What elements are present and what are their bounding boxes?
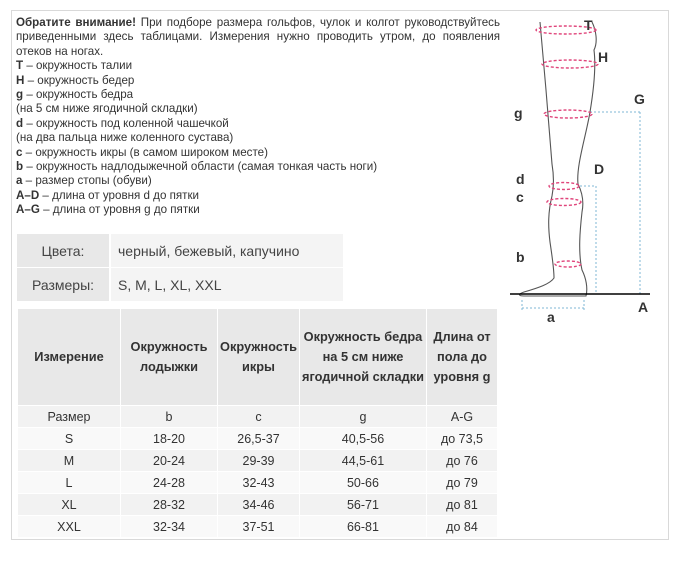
note-line-ad bbox=[16, 189, 500, 203]
cell: 40,5-56 bbox=[299, 428, 426, 450]
note-key: g bbox=[16, 88, 24, 102]
cell: 44,5-61 bbox=[299, 450, 426, 472]
cell: 50-66 bbox=[299, 472, 426, 494]
guide-lines bbox=[522, 112, 640, 312]
loop-hips bbox=[542, 60, 598, 68]
colors-value: черный, бежевый, капучино bbox=[109, 234, 343, 268]
sizes-row bbox=[17, 268, 343, 302]
table-row bbox=[18, 516, 498, 538]
cell: до 76 bbox=[426, 450, 497, 472]
intro-paragraph bbox=[16, 16, 500, 59]
label-H: H bbox=[598, 49, 609, 65]
cell: S bbox=[18, 428, 121, 450]
note-line-knee-detail bbox=[16, 131, 500, 145]
cell: 66-81 bbox=[299, 516, 426, 538]
note-line-thigh bbox=[16, 88, 500, 102]
note-text: – окружность икры (в самом широком месте) bbox=[22, 145, 268, 159]
cell: 26,5-37 bbox=[218, 428, 300, 450]
label-T: T bbox=[584, 17, 593, 33]
note-key: A–D bbox=[16, 188, 40, 202]
cell: 24-28 bbox=[121, 472, 218, 494]
note-line-ag bbox=[16, 203, 500, 217]
table-row bbox=[18, 494, 498, 516]
note-text: – окружность под коленной чашечкой bbox=[23, 116, 229, 130]
note-line-knee bbox=[16, 117, 500, 131]
table-row bbox=[18, 472, 498, 494]
header-length: Длина от пола до уровня g bbox=[426, 309, 497, 406]
cell: A-G bbox=[426, 406, 497, 428]
cell: до 84 bbox=[426, 516, 497, 538]
note-key: c bbox=[16, 145, 23, 159]
cell: 28-32 bbox=[121, 494, 218, 516]
label-b: b bbox=[516, 249, 525, 265]
diagram-labels bbox=[514, 17, 648, 325]
note-line-foot bbox=[16, 174, 500, 188]
cell: XL bbox=[18, 494, 121, 516]
note-line-thigh-detail bbox=[16, 102, 500, 116]
note-line-ankle bbox=[16, 160, 500, 174]
note-key: b bbox=[16, 160, 24, 174]
note-line-calf bbox=[16, 146, 500, 160]
loop-ankle bbox=[555, 261, 581, 267]
note-text: (на 5 см ниже ягодичной складки) bbox=[16, 102, 198, 116]
header-calf: Окружность икры bbox=[218, 309, 300, 406]
header-thigh: Окружность бедра на 5 см ниже ягодичной складки bbox=[299, 309, 426, 406]
note-text: – окружность талии bbox=[23, 59, 133, 73]
cell: L bbox=[18, 472, 121, 494]
table-row bbox=[18, 428, 498, 450]
note-key: d bbox=[16, 116, 24, 130]
label-d: d bbox=[516, 171, 525, 187]
measurement-notes bbox=[16, 16, 500, 218]
table-row bbox=[18, 450, 498, 472]
product-info-table bbox=[17, 234, 343, 302]
cell: 32-43 bbox=[218, 472, 300, 494]
table-header-row bbox=[18, 309, 498, 406]
cell: b bbox=[121, 406, 218, 428]
cell: до 79 bbox=[426, 472, 497, 494]
note-line-waist bbox=[16, 59, 500, 73]
note-text: – длина от уровня d до пятки bbox=[39, 188, 200, 202]
note-text: – размер стопы (обуви) bbox=[22, 174, 152, 188]
note-text: – окружность бедер bbox=[24, 73, 135, 87]
note-key: T bbox=[16, 59, 24, 73]
label-G: G bbox=[634, 91, 645, 107]
label-g: g bbox=[514, 105, 523, 121]
label-A: A bbox=[638, 299, 649, 315]
size-chart-table bbox=[17, 308, 498, 538]
cell: XXL bbox=[18, 516, 121, 538]
note-text: – окружность бедра bbox=[23, 88, 134, 102]
cell: 20-24 bbox=[121, 450, 218, 472]
label-D: D bbox=[594, 161, 605, 177]
sizes-value: S, M, L, XL, XXL bbox=[109, 268, 343, 302]
table-row bbox=[18, 406, 498, 428]
colors-label: Цвета: bbox=[17, 234, 109, 268]
label-c: c bbox=[516, 189, 524, 205]
loop-thigh bbox=[544, 110, 592, 118]
cell: M bbox=[18, 450, 121, 472]
note-key: A–G bbox=[16, 203, 40, 217]
note-text: (на два пальца ниже коленного сустава) bbox=[16, 131, 234, 145]
cell: 34-46 bbox=[218, 494, 300, 516]
sizes-label: Размеры: bbox=[17, 268, 109, 302]
note-text: – длина от уровня g до пятки bbox=[39, 203, 200, 217]
note-key: a bbox=[16, 174, 23, 188]
intro-bold: Обратите внимание! bbox=[16, 16, 136, 29]
cell: 29-39 bbox=[218, 450, 300, 472]
intro-text: При подборе размера гольфов, чулок и колгот руководствуйтесь приведенными здесь таблицами. Измерения нужно проводить утром, до появления отеков на ногах. bbox=[16, 16, 500, 58]
note-line-hips bbox=[16, 74, 500, 88]
header-measurement: Измерение bbox=[18, 309, 121, 406]
colors-row bbox=[17, 234, 343, 268]
loop-calf bbox=[547, 199, 581, 206]
note-key: H bbox=[16, 73, 25, 87]
cell: до 73,5 bbox=[426, 428, 497, 450]
cell: до 81 bbox=[426, 494, 497, 516]
cell: 32-34 bbox=[121, 516, 218, 538]
cell: c bbox=[218, 406, 300, 428]
cell: g bbox=[299, 406, 426, 428]
label-a: a bbox=[547, 309, 555, 325]
note-text: – окружность надлодыжечной области (самая тонкая часть ноги) bbox=[23, 160, 378, 174]
cell: Размер bbox=[18, 406, 121, 428]
header-ankle: Окружность лодыжки bbox=[121, 309, 218, 406]
cell: 37-51 bbox=[218, 516, 300, 538]
leg-outline bbox=[520, 22, 597, 296]
cell: 18-20 bbox=[121, 428, 218, 450]
measurement-loops bbox=[536, 26, 598, 267]
leg-measurement-diagram bbox=[502, 16, 662, 326]
cell: 56-71 bbox=[299, 494, 426, 516]
